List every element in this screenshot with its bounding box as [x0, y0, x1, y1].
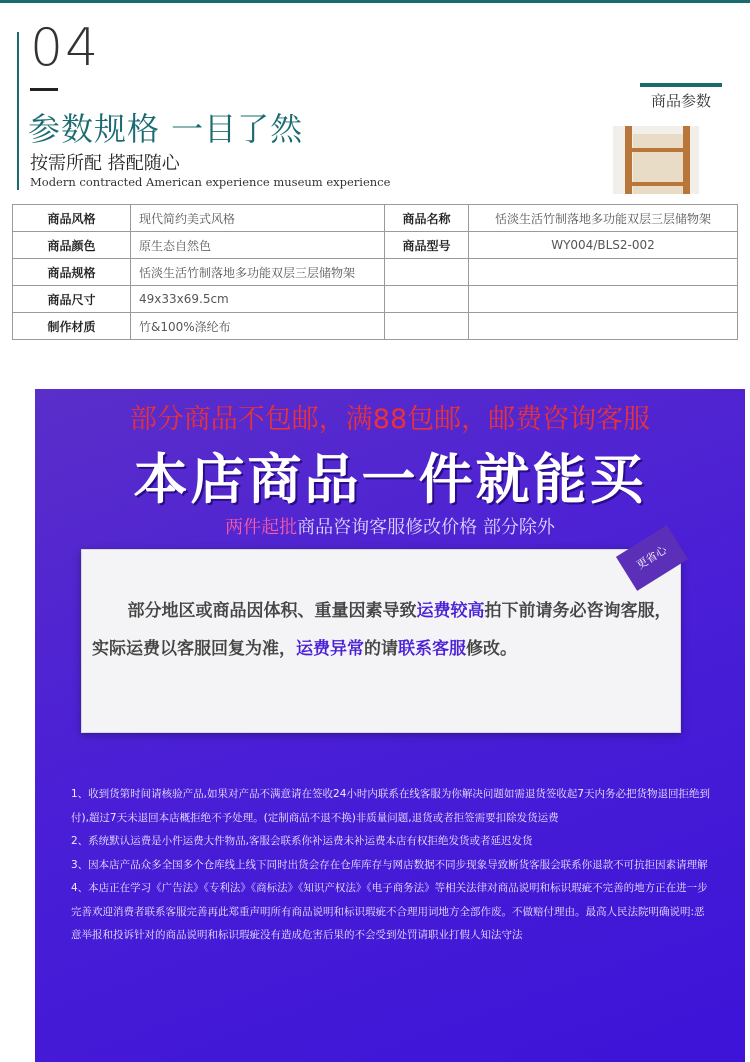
- table-row: [13, 313, 738, 340]
- note-item: 4、本店正在学习《广告法》《专利法》《商标法》《知识产权法》《电子商务法》等相关法律对商品说明和标识瑕疵不完善的地方正在进一步完善欢迎消费者联系客服完善再此郑重声明所有商品说明和标识瑕疵不合理用词地方全部作废。不做赔付理由。最高人民法院明确说明:恶意举报和投诉针对的商品说明和标识瑕疵没有造成危害后果的不会受到处罚请职业打假人知法守法: [71, 882, 708, 941]
- table-row: [13, 259, 738, 286]
- spec-key: 商品颜色: [13, 232, 131, 259]
- spec-key: [385, 286, 469, 313]
- spec-value: 原生态自然色: [131, 232, 385, 259]
- spec-value: [469, 313, 738, 340]
- section-subtitle: 按需所配 搭配随心: [30, 153, 180, 174]
- note-item: 1、收到货第时间请核验产品,如果对产品不满意请在签收24小时内联系在线客服为你解决问题如需退货签收起7天内务必把货物退回拒绝到付),超过7天未退回本店概拒绝不予处理。(定制商品不退不换)非质量问题,退货或者拒签需要扣除发货运费: [71, 788, 711, 824]
- spec-key: 制作材质: [13, 313, 131, 340]
- promo-subline-text: 商品咨询客服修改价格 部分除外: [297, 517, 555, 538]
- card-text: [92, 592, 672, 668]
- badge-label: 商品参数: [650, 92, 711, 110]
- note-item: 3、因本店产品众多全国多个仓库线上线下同时出货会存在仓库库存与网店数据不同步现象导致断货客服会联系你退款不可抗拒因素请理解: [71, 858, 708, 871]
- spec-key: [385, 259, 469, 286]
- table-row: [13, 232, 738, 259]
- spec-key: 商品风格: [13, 205, 131, 232]
- spec-value: WY004/BLS2-002: [469, 232, 738, 259]
- promo-subline: [35, 513, 745, 539]
- card-highlight: 联系客服: [398, 639, 466, 659]
- table-row: [13, 205, 738, 232]
- section-title: 参数规格 一目了然: [28, 110, 304, 148]
- section-number: 04: [30, 18, 101, 78]
- english-tagline: Modern contracted American experience museum experience: [30, 175, 391, 189]
- product-thumbnail: [613, 126, 737, 194]
- top-rule: [0, 0, 750, 3]
- header-vertical-rule: [17, 32, 19, 190]
- spec-key: 商品型号: [385, 232, 469, 259]
- spec-value: [469, 286, 738, 313]
- spec-value: 现代简约美式风格: [131, 205, 385, 232]
- spec-value: [469, 259, 738, 286]
- spec-value: 49x33x69.5cm: [131, 286, 385, 313]
- section-number-underline: [30, 88, 58, 91]
- promo-headline: 本店商品一件就能买: [133, 448, 647, 511]
- promo-banner: [35, 389, 745, 1062]
- card-text-part: 的请: [364, 639, 398, 659]
- card-text-part: 部分地区或商品因体积、重量因素导致: [127, 601, 417, 621]
- spec-key: 商品尺寸: [13, 286, 131, 313]
- shipping-card: [81, 543, 681, 733]
- card-text-part: 拍下前请务必咨询客服，实际运费以客服回复为准，: [92, 601, 672, 659]
- spec-value: 竹&100%涤纶布: [131, 313, 385, 340]
- card-highlight: 运费较高: [416, 601, 485, 621]
- promo-highlight: 两件起批: [225, 517, 298, 538]
- spec-key: 商品规格: [13, 259, 131, 286]
- spec-key: 商品名称: [385, 205, 469, 232]
- table-row: [13, 286, 738, 313]
- note-item: 2、系统默认运费是小件运费大件物品,客服会联系你补运费未补运费本店有权拒绝发货或者延迟发货: [71, 835, 533, 847]
- spec-value: 恬淡生活竹制落地多功能双层三层储物架: [131, 259, 385, 286]
- card-text-part: 修改。: [466, 639, 517, 659]
- shipping-notice: 部分商品不包邮，满88包邮，邮费咨询客服: [129, 404, 651, 435]
- spec-key: [385, 313, 469, 340]
- spec-value: 恬淡生活竹制落地多功能双层三层储物架: [469, 205, 738, 232]
- spec-table: [12, 204, 738, 340]
- card-highlight: 运费异常: [296, 639, 364, 659]
- card-tag: 更省心: [616, 525, 688, 591]
- badge-bar: [640, 83, 722, 87]
- store-notes: [71, 783, 711, 948]
